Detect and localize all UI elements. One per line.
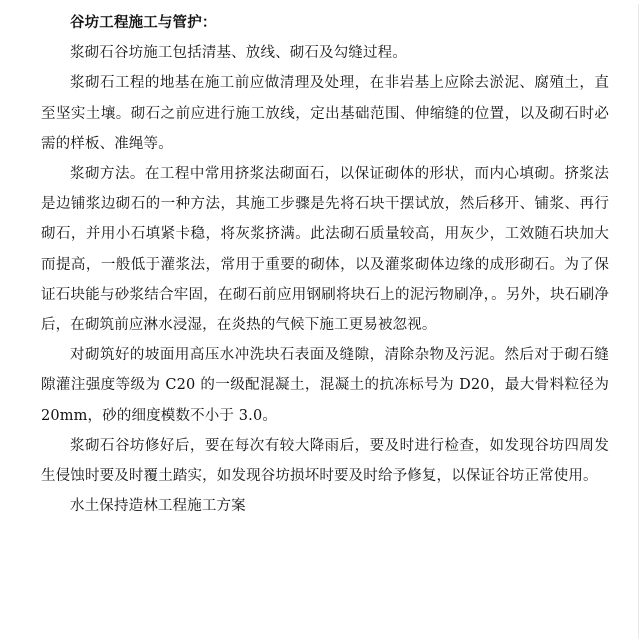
paragraph-foundation: 浆砌石工程的地基在施工前应做清理及处理，在非岩基上应除去淤泥、腐殖土，直至坚实土壤。砌石之前应进行施工放线，定出基础范围、伸缩缝的位置，以及砌石时必需的样板、准绳等。 [41, 75, 609, 152]
section-heading: 谷坊工程施工与管护： [70, 14, 217, 31]
paragraph-next-section: 水土保持造林工程施工方案 [70, 498, 246, 515]
paragraph-overview: 浆砌石谷坊施工包括清基、放线、砌石及勾缝过程。 [70, 45, 407, 62]
paragraph-masonry-method: 浆砌方法。在工程中常用挤浆法砌面石，以保证砌体的形状，而内心填砌。挤浆法是边铺浆边砌石的一种方法，其施工步骤是先将石块干摆试放，然后移开、铺浆、再行砌石，并用小石填紧卡稳，将灰浆挤满。此法砌石质量较高，用灰少，工效随石块加大而提高，一般低于灌浆法，常用于重要的砌体，以及灌浆砌体边缘的成形砌石。为了保证石块能与砂浆结合牢固，在砌石前应用钢刷将块石上的泥污物刷净，。另外，块石刷净后，在砌筑前应淋水浸湿，在炎热的气候下施工更易被忽视。 [41, 166, 609, 334]
page-edge-divider [638, 4, 639, 638]
paragraph-grouting: 对砌筑好的坡面用高压水冲洗块石表面及缝隙，清除杂物及污泥。然后对于砌石缝隙灌注强度等级为 C20 的一级配混凝土，混凝土的抗冻标号为 D20，最大骨料粒径为 20mm，砂的细度模数不小于 3.0。 [41, 347, 609, 424]
document-body [41, 8, 609, 521]
paragraph-maintenance: 浆砌石谷坊修好后，要在每次有较大降雨后，要及时进行检查，如发现谷坊四周发生侵蚀时要及时覆土踏实，如发现谷坊损坏时要及时给予修复，以保证谷坊正常使用。 [41, 437, 609, 485]
